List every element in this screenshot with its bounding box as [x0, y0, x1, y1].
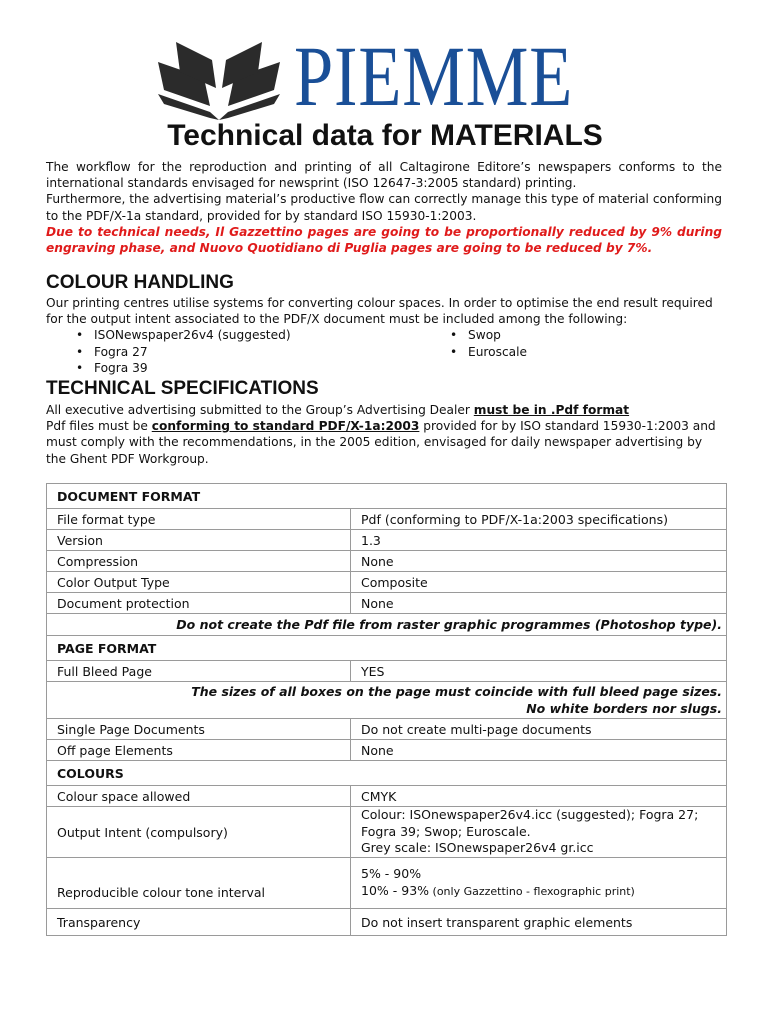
- output-intent-list-left: [72, 327, 392, 377]
- spec-value: Composite: [351, 572, 727, 593]
- output-intent-list-right: [446, 327, 646, 360]
- specifications-table: [46, 483, 727, 936]
- list-item: • Fogra 27: [72, 344, 392, 361]
- tech-spec-text: [46, 402, 722, 467]
- table-row: [47, 786, 727, 807]
- table-row: [47, 551, 727, 572]
- tech-spec-line2: Pdf files must be conforming to standard PDF/X-1a:2003 provided for by ISO standard 15930-1:2003 and must comply with the recommendations, in the 2005 edition, envisaged for daily newspaper advertising by the Ghent PDF Workgroup.: [46, 419, 716, 466]
- table-row: [47, 572, 727, 593]
- spec-label: Single Page Documents: [47, 719, 351, 740]
- open-book-logo-icon: [154, 42, 284, 120]
- table-row: [47, 719, 727, 740]
- raster-programs-note: Do not create the Pdf file from raster graphic programmes (Photoshop type).: [47, 614, 727, 636]
- pdf-format-requirement: must be in .Pdf format: [473, 403, 630, 417]
- spec-value: None: [351, 740, 727, 761]
- table-row: [47, 509, 727, 530]
- tech-spec-line1: All executive advertising submitted to the Group’s Advertising Dealer must be in .Pdf format: [46, 403, 630, 417]
- spec-label: Off page Elements: [47, 740, 351, 761]
- intro-p1: The workflow for the reproduction and printing of all Caltagirone Editore’s newspapers conforms to the international standards envisaged for newsprint (ISO 12647-3:2005 standard) printing.: [46, 160, 722, 191]
- spec-label: Compression: [47, 551, 351, 572]
- spec-value: 1.3: [351, 530, 727, 551]
- table-row: [47, 909, 727, 936]
- list-item: • Fogra 39: [72, 360, 392, 377]
- intro-paragraph: [46, 159, 722, 256]
- spec-value: None: [351, 593, 727, 614]
- table-row: [47, 661, 727, 682]
- page-title: Technical data for MATERIALS: [167, 119, 603, 152]
- table-row: [47, 593, 727, 614]
- table-row: [47, 740, 727, 761]
- spec-label: Full Bleed Page: [47, 661, 351, 682]
- technical-specifications-heading: TECHNICAL SPECIFICATIONS: [46, 378, 319, 399]
- spec-value: Pdf (conforming to PDF/X-1a:2003 specifications): [351, 509, 727, 530]
- section-header-row: [47, 484, 727, 509]
- colour-handling-heading: COLOUR HANDLING: [46, 272, 234, 293]
- reduction-warning: Due to technical needs, Il Gazzettino pages are going to be proportionally reduced by 9% during engraving phase, and Nuovo Quotidiano di Puglia pages are going to be reduced by 7%.: [46, 224, 722, 256]
- intro-p2: Furthermore, the advertising material’s productive flow can correctly manage this type of material conforming to the PDF/X-1a standard, provided for by standard ISO 15930-1:2003.: [46, 192, 722, 223]
- spec-value: Colour: ISOnewspaper26v4.icc (suggested); Fogra 27; Fogra 39; Swop; Euroscale. Grey scale: ISOnewspaper26v4 gr.icc: [351, 807, 727, 858]
- piemme-wordmark: PIEMME: [294, 28, 574, 124]
- spec-value: CMYK: [351, 786, 727, 807]
- spec-label: Document protection: [47, 593, 351, 614]
- note-row: [47, 614, 727, 636]
- table-row: [47, 807, 727, 858]
- document-format-header: DOCUMENT FORMAT: [47, 484, 727, 509]
- section-header-row: [47, 761, 727, 786]
- list-item: • Euroscale: [446, 344, 646, 361]
- table-row: [47, 530, 727, 551]
- spec-value: None: [351, 551, 727, 572]
- colour-handling-text: Our printing centres utilise systems for converting colour spaces. In order to optimise the end result required for the output intent associated to the PDF/X document must be included among the following:: [46, 296, 713, 327]
- page-format-header: PAGE FORMAT: [47, 636, 727, 661]
- list-item: • Swop: [446, 327, 646, 344]
- section-header-row: [47, 636, 727, 661]
- list-item: • ISONewspaper26v4 (suggested): [72, 327, 392, 344]
- pdfx-standard-requirement: conforming to standard PDF/X-1a:2003: [151, 419, 420, 434]
- colours-header: COLOURS: [47, 761, 727, 786]
- spec-label: Color Output Type: [47, 572, 351, 593]
- spec-label: Colour space allowed: [47, 786, 351, 807]
- spec-label: Transparency: [47, 909, 351, 936]
- spec-label: Output Intent (compulsory): [47, 807, 351, 858]
- note-row: [47, 682, 727, 719]
- spec-value: YES: [351, 661, 727, 682]
- piemme-logo: [154, 28, 584, 126]
- full-bleed-note: The sizes of all boxes on the page must coincide with full bleed page sizes. No white borders nor slugs.: [47, 682, 727, 719]
- table-row: [47, 858, 727, 909]
- spec-label: Reproducible colour tone interval: [47, 858, 351, 909]
- spec-value: Do not insert transparent graphic elements: [351, 909, 727, 936]
- spec-label: File format type: [47, 509, 351, 530]
- spec-label: Version: [47, 530, 351, 551]
- spec-value: 5% - 90% 10% - 93% (only Gazzettino - flexographic print): [351, 858, 727, 909]
- spec-value: Do not create multi-page documents: [351, 719, 727, 740]
